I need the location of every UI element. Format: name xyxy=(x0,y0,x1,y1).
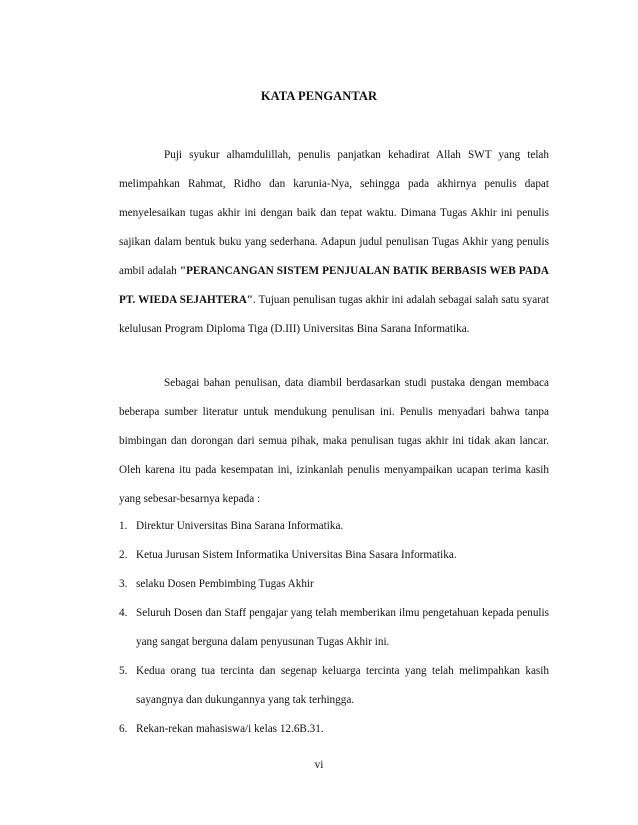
paragraph-intro-text-2: . Tujuan penulisan tugas akhir ini adalah sebagai salah satu syarat kelulusan Program Diploma Tiga (D.III) Universitas Bina Sarana Informatika. xyxy=(119,294,549,335)
list-item xyxy=(119,715,549,744)
list-item-number: 4. xyxy=(119,607,128,619)
paragraph-intro xyxy=(119,141,549,344)
thesis-title: "PERANCANGAN SISTEM PENJUALAN BATIK BERBASIS WEB PADA PT. WIEDA SEJAHTERA" xyxy=(119,265,550,306)
list-item-number: 5. xyxy=(119,665,128,677)
list-item-text: Direktur Universitas Bina Sarana Informatika. xyxy=(136,520,344,532)
page-number: vi xyxy=(314,759,324,771)
list-item-text: Seluruh Dosen dan Staff pengajar yang telah memberikan ilmu pengetahuan kepada penulis yang sangat berguna dalam penyusunan Tugas Akhir ini. xyxy=(136,607,549,648)
list-item-number: 6. xyxy=(119,723,128,735)
list-item-number: 2. xyxy=(119,549,128,561)
acknowledgement-list xyxy=(119,512,549,744)
list-item-number: 1. xyxy=(119,520,128,532)
paragraph-intro-text-1: Puji syukur alhamdulillah, penulis panjatkan kehadirat Allah SWT yang telah melimpahkan Rahmat, Ridho dan karunia-Nya, sehingga pada akhirnya penulis dapat menyelesaikan tugas akhir ini dengan baik dan tepat waktu. Dimana Tugas Akhir ini penulis sajikan dalam bentuk buku yang sederhana. Adapun judul penulisan Tugas Akhir yang penulis ambil adalah xyxy=(119,149,549,277)
list-item xyxy=(119,657,549,715)
list-item-text: Ketua Jurusan Sistem Informatika Universitas Bina Sasara Informatika. xyxy=(136,549,457,561)
list-item xyxy=(119,599,549,657)
list-item xyxy=(119,512,549,541)
page-title: KATA PENGANTAR xyxy=(260,89,378,103)
list-item xyxy=(119,541,549,570)
list-item xyxy=(119,570,549,599)
list-item-text: Kedua orang tua tercinta dan segenap keluarga tercinta yang telah melimpahkan kasih sayangnya dan dukungannya yang tak terhingga. xyxy=(136,665,549,706)
list-item-number: 3. xyxy=(119,578,128,590)
list-item-text: selaku Dosen Pembimbing Tugas Akhir xyxy=(136,578,314,590)
list-item-text: Rekan-rekan mahasiswa/i kelas 12.6B.31. xyxy=(136,723,324,735)
paragraph-thanks: Sebagai bahan penulisan, data diambil berdasarkan studi pustaka dengan membaca beberapa sumber literatur untuk mendukung penulisan ini. Penulis menyadari bahwa tanpa bimbingan dan dorongan dari semua pihak, maka penulisan tugas akhir ini tidak akan lancar. Oleh karena itu pada kesempatan ini, izinkanlah penulis menyampaikan ucapan terima kasih yang sebesar-besarnya kepada : xyxy=(119,377,549,505)
